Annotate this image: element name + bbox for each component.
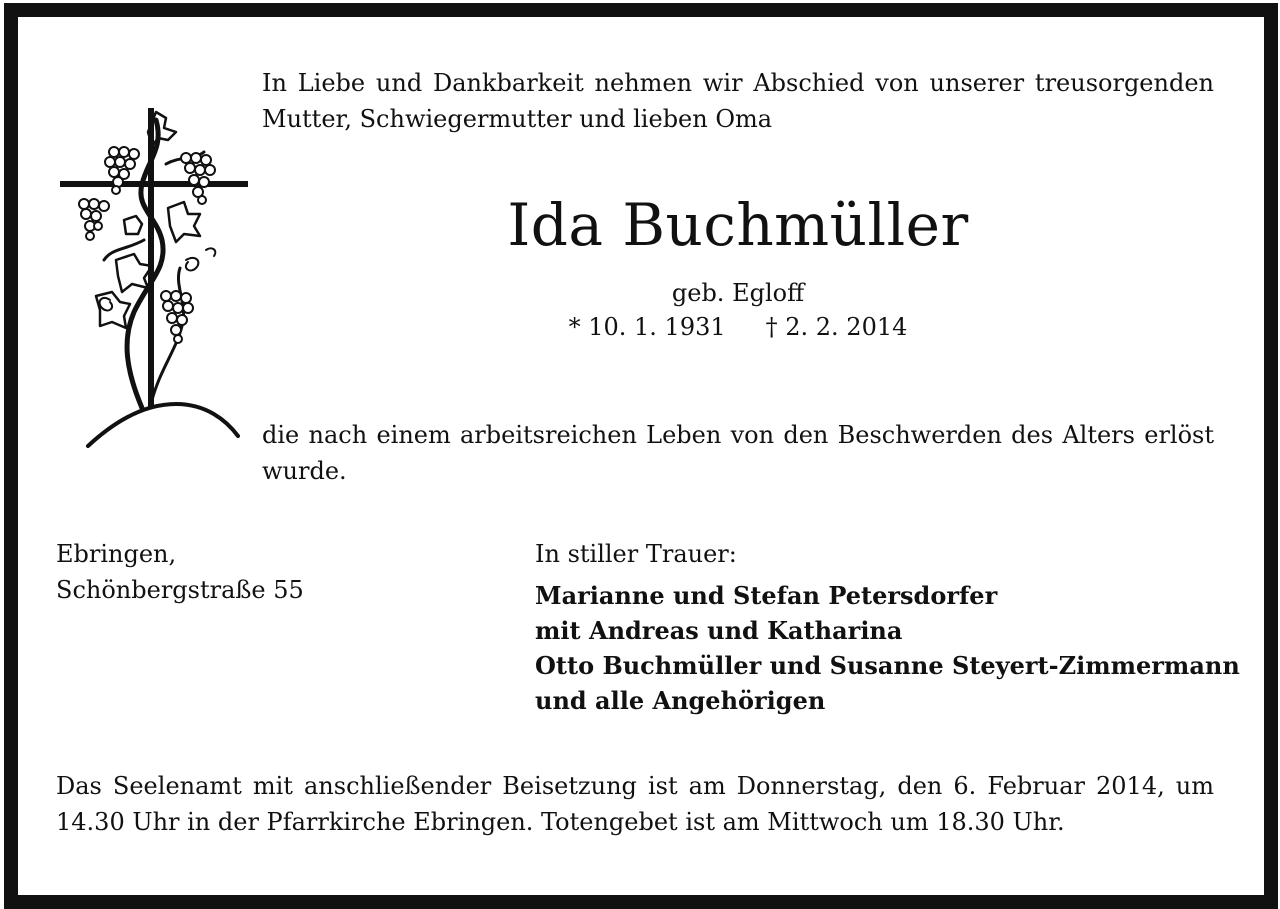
- address-line-2: Schönbergstraße 55: [56, 576, 304, 604]
- service-text: Das Seelenamt mit anschließender Beisetzung ist am Donnerstag, den 6. Februar 2014, um 14.30 Uhr in der Pfarrkirche Ebringen. Totengebet ist am Mittwoch um 18.30 Uhr.: [56, 772, 1214, 836]
- birth-date: * 10. 1. 1931: [568, 313, 726, 341]
- mourners-intro: In stiller Trauer:: [535, 540, 737, 568]
- outro-text: die nach einem arbeitsreichen Leben von den Beschwerden des Alters erlöst wurde.: [262, 421, 1214, 485]
- address: [56, 536, 304, 608]
- mourner-line: Otto Buchmüller und Susanne Steyert-Zimmermann: [535, 651, 1240, 680]
- intro-text: In Liebe und Dankbarkeit nehmen wir Abschied von unserer treusorgenden Mutter, Schwiegermutter und lieben Oma: [262, 69, 1214, 133]
- mourners-list: [535, 578, 1240, 718]
- address-line-1: Ebringen,: [56, 540, 177, 568]
- life-dates: [262, 311, 1214, 343]
- mourner-line: mit Andreas und Katharina: [535, 616, 903, 645]
- mourner-line: Marianne und Stefan Petersdorfer: [535, 581, 998, 610]
- birth-name: geb. Egloff: [671, 279, 805, 307]
- deceased-name: Ida Buchmüller: [507, 191, 969, 259]
- mourner-line: und alle Angehörigen: [535, 686, 826, 715]
- cross-with-grapevine-icon: [56, 100, 248, 450]
- death-date: † 2. 2. 2014: [765, 313, 908, 341]
